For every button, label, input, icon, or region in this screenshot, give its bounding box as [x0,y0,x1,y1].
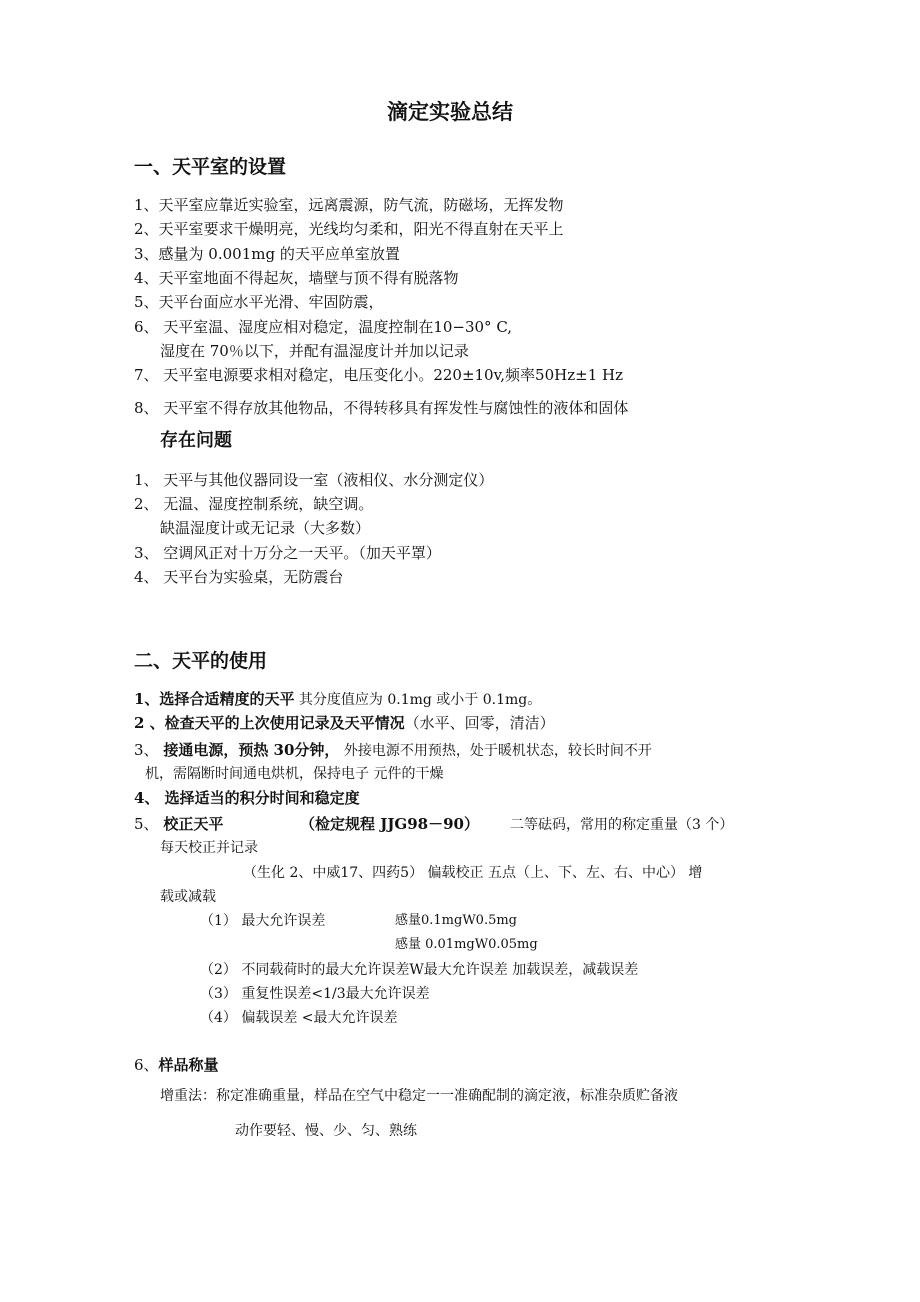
step-5-text: 二等砝码，常用的称定重量（3 个） [510,817,734,833]
step-6-title: 样品称量 [158,1056,219,1074]
step-5 [134,814,223,834]
step-5-regulation: （检定规程 JJG98－90） [300,815,479,833]
step-6 [134,1055,219,1075]
list-item: 3、感量为 0.001mg 的天平应单室放置 [134,245,400,263]
issue-item: 4、 天平台为实验桌，无防震台 [134,568,344,586]
step-1-title: 1、选择合适精度的天平 [134,690,295,708]
step-3-title: 接通电源，预热 30分钟， [163,741,340,759]
step-5-title: 校正天平 [163,815,224,833]
issue-item: 缺温湿度计或无记录（大多数） [160,519,371,537]
step-6-num: 6、 [134,1056,159,1074]
issue-item: 1、 天平与其他仪器同设一室（液相仪、水分测定仪） [134,471,494,489]
issue-item: 2、 无温、湿度控制系统，缺空调。 [134,495,374,513]
step-5-num: 5、 [134,815,164,833]
step-4: 4、 选择适当的积分时间和稳定度 [134,789,360,807]
error-item-4: （4） 偏载误差 <最大允许误差 [200,1010,398,1026]
step-2 [134,713,555,733]
step-6-text: 增重法：称定准确重量，样品在空气中稳定一一准确配制的滴定液，标准杂质贮备液 [160,1088,678,1104]
error-item-1-value-b: 感量 0.01mgW0.05mg [395,937,538,952]
error-item-3: （3） 重复性误差<1/3最大允许误差 [200,986,430,1002]
list-item: 8、 天平室不得存放其他物品，不得转移具有挥发性与腐蚀性的液体和固体 [134,399,629,417]
list-item: 5、天平台面应水平光滑、牢固防震， [134,293,384,311]
error-item-1: （1） 最大允许误差 [200,913,326,929]
list-item: 2、天平室要求干燥明亮，光线均匀柔和，阳光不得直射在天平上 [134,220,564,238]
list-item: 4、天平室地面不得起灰，墙壁与顶不得有脱落物 [134,269,459,287]
step-5-detail: （生化 2、中威17、四药5） 偏载校正 五点（上、下、左、右、中心） 增 [243,865,703,881]
issue-item: 3、 空调风正对十万分之一天平。（加天平罩） [134,544,441,562]
section1-heading: 一、天平室的设置 [134,156,287,178]
step-5-daily: 每天校正并记录 [160,840,258,856]
step-2-title: 2 、检查天平的上次使用记录及天平情况 [134,714,405,732]
step-3-text: 外接电源不用预热，处于暖机状态，较长时间不开 [339,743,652,759]
list-item: 湿度在 70％以下，并配有温湿度计并加以记录 [160,342,469,360]
step-6-note: 动作要轻、慢、少、匀、熟练 [235,1123,417,1139]
step-3-continuation: 机，需隔断时间通电烘机，保持电子 元件的干燥 [145,766,444,782]
step-3-num: 3、 [134,741,164,759]
step-5-detail-end: 载或减载 [160,889,216,905]
page-title: 滴定实验总结 [387,99,513,124]
section2-heading: 二、天平的使用 [134,650,268,672]
list-item: 6、 天平室温、湿度应相对稳定，温度控制在10−30° C, [134,318,513,336]
step-1-text: 其分度值应为 0.1mg 或小于 0.1mg。 [294,692,542,708]
step-3 [134,740,652,761]
issues-heading: 存在问题 [160,430,232,451]
error-item-2: （2） 不同载荷时的最大允许误差W最大允许误差 加载误差，减载误差 [200,962,639,978]
list-item: 7、 天平室电源要求相对稳定，电压变化小。220±10v,频率50Hz±1 Hz [134,366,623,384]
step-2-text: （水平、回零，清洁） [404,714,555,732]
step-1 [134,689,541,710]
error-item-1-value-a: 感量0.1mgW0.5mg [395,913,518,928]
list-item: 1、天平室应靠近实验室，远离震源，防气流，防磁场，无挥发物 [134,196,564,214]
